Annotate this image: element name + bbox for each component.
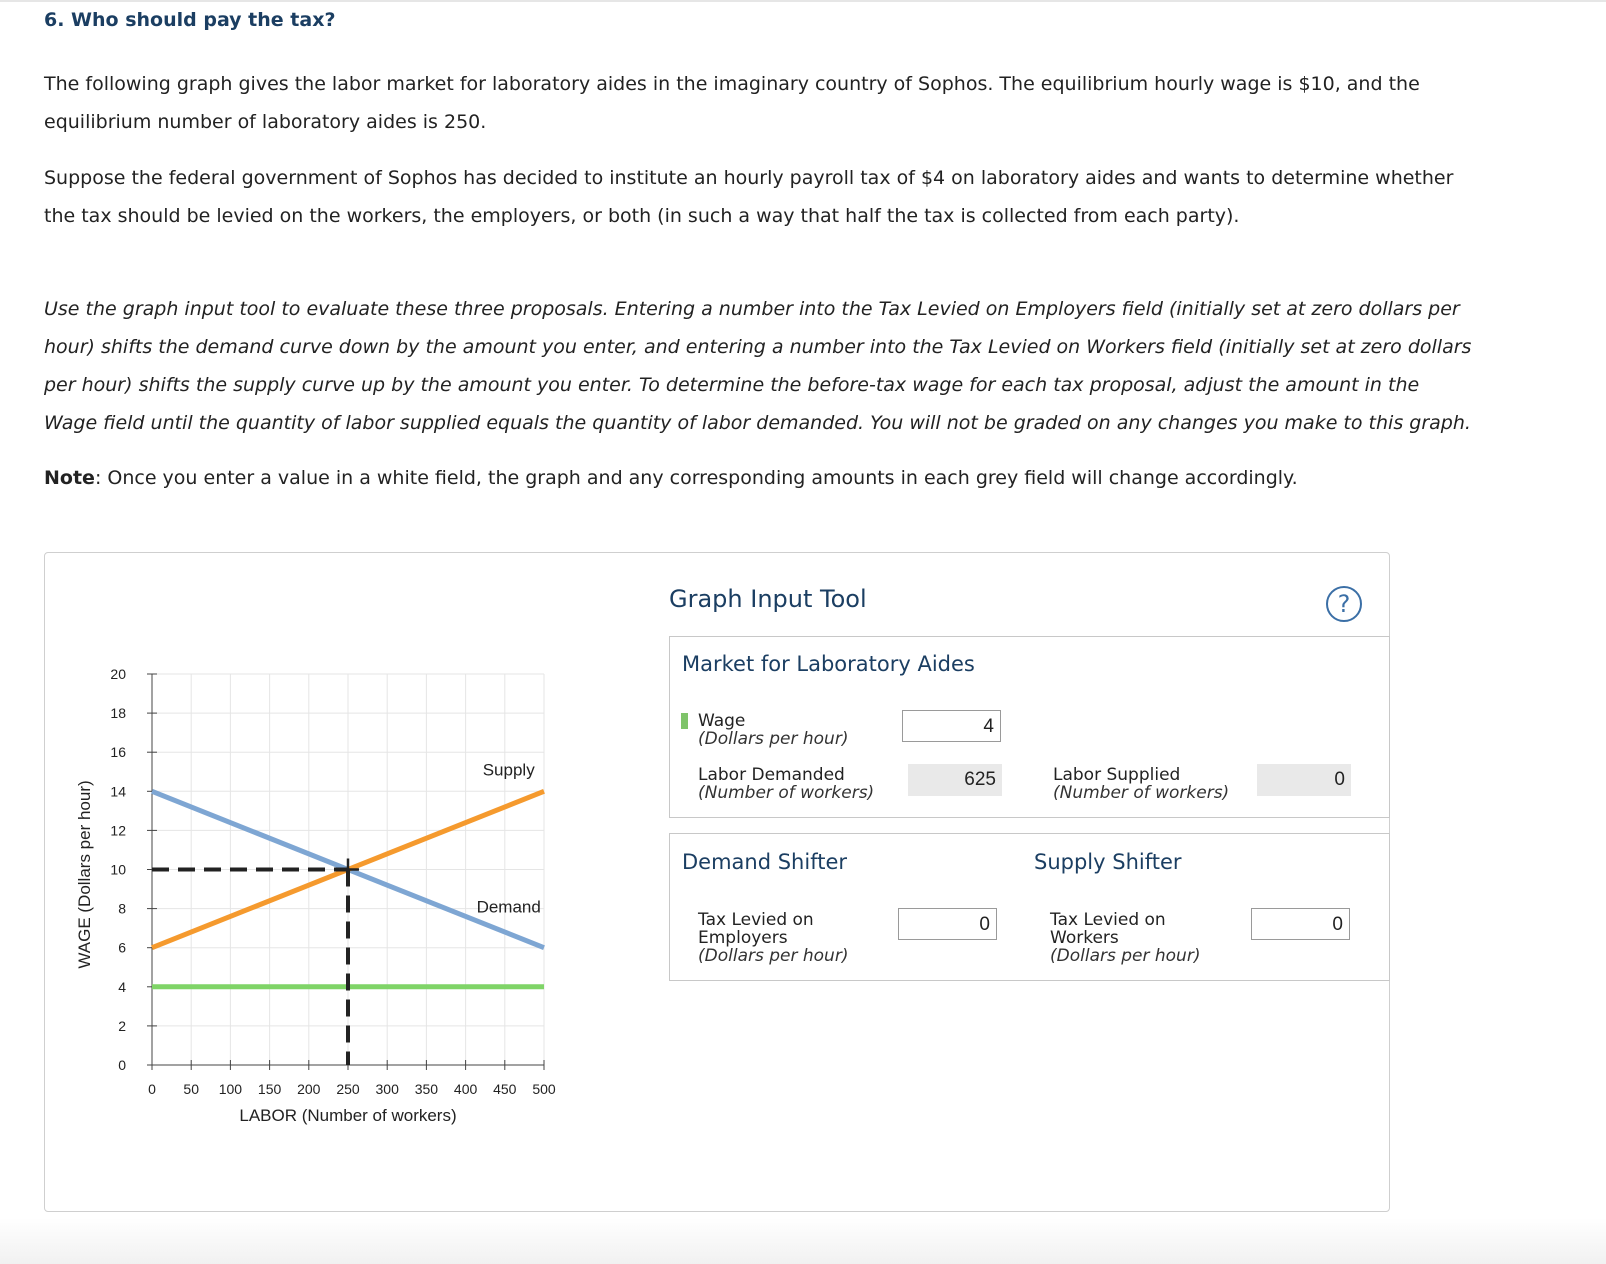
y-axis-label: WAGE (Dollars per hour): [75, 780, 94, 969]
x-tick-label: 500: [532, 1081, 556, 1097]
note-text: : Once you enter a value in a white field, the graph and any corresponding amounts in each grey field will change accordingly.: [94, 467, 1298, 489]
x-tick-label: 350: [414, 1081, 439, 1097]
y-tick-label: 2: [118, 1017, 126, 1034]
supply-label: Supply: [482, 760, 535, 780]
tax-employers-unit: (Dollars per hour): [698, 946, 849, 966]
market-title: Market for Laboratory Aides: [682, 652, 975, 676]
x-tick-label: 100: [218, 1081, 243, 1097]
labor-demanded-value: 625: [908, 764, 1002, 796]
intro-paragraph: [44, 65, 1544, 141]
proposal-line-1: Suppose the federal government of Sophos has decided to institute an hourly payroll tax of $4 on laboratory aides and wants to determine whether: [44, 167, 1454, 189]
instructions-line-1: Use the graph input tool to evaluate these three proposals. Entering a number into the Tax Levied on Employers field (initially set at zero dollars per: [44, 298, 1460, 320]
top-divider: [0, 0, 1606, 2]
proposal-paragraph: [44, 159, 1544, 235]
demand-label: Demand: [476, 897, 541, 917]
tax-workers-text-1: Tax Levied on: [1050, 910, 1166, 930]
x-tick-label: 450: [493, 1081, 517, 1097]
wage-label: [698, 712, 848, 748]
tax-employers-text-1: Tax Levied on: [698, 910, 814, 930]
labor-supplied-value: 0: [1257, 764, 1351, 796]
intro-line-1: The following graph gives the labor market for laboratory aides in the imaginary country of Sophos. The equilibrium hourly wage is $10, and the: [44, 73, 1420, 95]
intro-line-2: equilibrium number of laboratory aides is 250.: [44, 111, 487, 133]
instructions-line-2: hour) shifts the demand curve down by the amount you enter, and entering a number into the Tax Levied on Workers field (initially set at zero dollars: [44, 336, 1472, 358]
x-tick-label: 400: [453, 1081, 478, 1097]
tax-workers-input[interactable]: 0: [1251, 908, 1350, 940]
y-tick-label: 16: [110, 744, 126, 761]
bottom-shadow: [0, 1218, 1606, 1264]
labor-supplied-text: Labor Supplied: [1053, 765, 1181, 785]
labor-demanded-unit: (Number of workers): [698, 783, 875, 803]
x-tick-label: 250: [336, 1081, 360, 1097]
proposal-line-2: the tax should be levied on the workers, the employers, or both (in such a way that half the tax is collected from each party).: [44, 205, 1240, 227]
y-tick-label: 20: [110, 666, 126, 682]
tax-employers-input[interactable]: 0: [898, 908, 997, 940]
y-tick-label: 8: [118, 900, 126, 917]
y-tick-label: 18: [110, 705, 126, 722]
wage-input[interactable]: 4: [902, 710, 1001, 742]
x-tick-label: 0: [148, 1081, 156, 1097]
labor-supplied-label: [1053, 766, 1229, 802]
labor-market-chart[interactable]: [60, 650, 580, 1140]
wage-label-text: Wage: [698, 711, 746, 731]
graph-input-tool-title: Graph Input Tool: [669, 585, 867, 613]
tax-employers-label: [698, 911, 848, 965]
y-tick-label: 0: [118, 1057, 126, 1073]
y-tick-label: 10: [110, 861, 126, 878]
x-tick-label: 150: [257, 1081, 282, 1097]
supply-shifter-title: Supply Shifter: [1034, 850, 1182, 874]
y-tick-label: 14: [110, 783, 126, 800]
instructions-line-4: Wage field until the quantity of labor supplied equals the quantity of labor demanded. You will not be graded on any changes you make to this graph.: [44, 412, 1471, 434]
tax-workers-unit: (Dollars per hour): [1050, 946, 1201, 966]
instructions-line-3: per hour) shifts the supply curve up by the amount you enter. To determine the before-tax wage for each tax proposal, adjust the amount in the: [44, 374, 1420, 396]
question-title: 6. Who should pay the tax?: [44, 9, 336, 31]
y-tick-label: 12: [110, 822, 126, 839]
wage-unit: (Dollars per hour): [698, 729, 849, 749]
note-label: Note: [44, 467, 95, 489]
instructions-paragraph: [44, 290, 1584, 442]
x-tick-label: 200: [297, 1081, 321, 1097]
tax-workers-text-2: Workers: [1050, 928, 1119, 948]
x-tick-label: 300: [375, 1081, 399, 1097]
y-tick-label: 6: [118, 939, 126, 956]
wage-color-marker: [681, 713, 688, 729]
x-axis-label: LABOR (Number of workers): [239, 1106, 457, 1125]
tax-employers-text-2: Employers: [698, 928, 788, 948]
demand-shifter-title: Demand Shifter: [682, 850, 848, 874]
note-paragraph: [44, 459, 1544, 497]
help-icon[interactable]: ?: [1326, 586, 1362, 622]
labor-supplied-unit: (Number of workers): [1053, 783, 1230, 803]
tax-workers-label: [1050, 911, 1200, 965]
y-tick-label: 4: [118, 978, 126, 995]
labor-demanded-label: [698, 766, 874, 802]
x-tick-label: 50: [183, 1081, 199, 1097]
labor-demanded-text: Labor Demanded: [698, 765, 845, 785]
